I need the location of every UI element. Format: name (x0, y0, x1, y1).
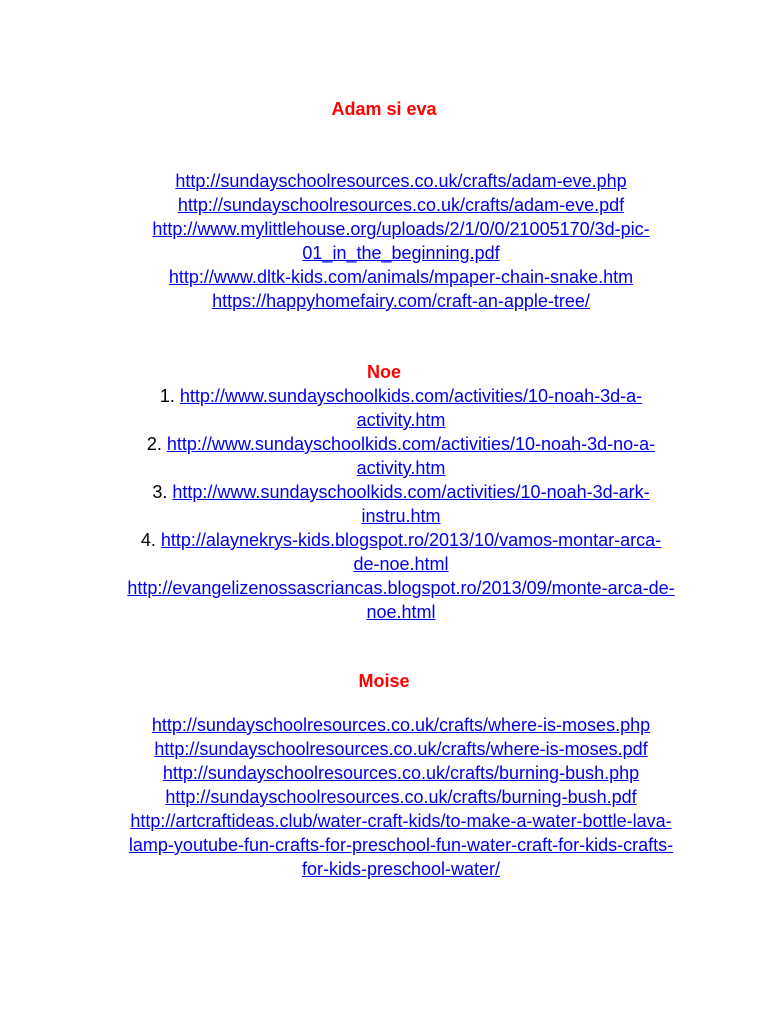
link-alaynekrys-part2[interactable]: de-noe.html (353, 554, 449, 574)
link-evangelize-part1[interactable]: http://evangelizenossascriancas.blogspot.ro/2013/09/monte-arca-de- (127, 578, 675, 598)
link-lava-lamp-part1[interactable]: http://artcraftideas.club/water-craft-kids/to-make-a-water-bottle-lava- (130, 811, 672, 831)
list-number: 3. (152, 482, 168, 502)
link-noah-3d-no-a-part2[interactable]: activity.htm (356, 458, 446, 478)
link-noah-3d-a-part1[interactable]: http://www.sundayschoolkids.com/activities/10-noah-3d-a- (179, 386, 643, 406)
list-item (90, 528, 712, 552)
link-burning-bush-pdf[interactable]: http://sundayschoolresources.co.uk/crafts/burning-bush.pdf (165, 787, 637, 807)
section-title-adam: Adam si eva (331, 99, 437, 119)
list-item (90, 384, 712, 408)
link-noah-3d-ark-part2[interactable]: instru.htm (361, 506, 441, 526)
moise-links (90, 713, 712, 881)
section-title-moise: Moise (358, 671, 410, 691)
link-lava-lamp-part3[interactable]: for-kids-preschool-water/ (301, 859, 501, 879)
link-evangelize-part2[interactable]: noe.html (366, 602, 436, 622)
link-burning-bush-php[interactable]: http://sundayschoolresources.co.uk/crafts/burning-bush.php (162, 763, 640, 783)
link-apple-tree[interactable]: https://happyhomefairy.com/craft-an-apple-tree/ (212, 291, 590, 311)
link-noah-3d-a-part2[interactable]: activity.htm (356, 410, 446, 430)
link-noah-3d-no-a-part1[interactable]: http://www.sundayschoolkids.com/activities/10-noah-3d-no-a- (166, 434, 656, 454)
noe-list (90, 384, 712, 624)
list-number: 4. (140, 530, 156, 550)
link-where-is-moses-pdf[interactable]: http://sundayschoolresources.co.uk/crafts/where-is-moses.pdf (154, 739, 648, 759)
link-lava-lamp-part2[interactable]: lamp-youtube-fun-crafts-for-preschool-fun-water-craft-for-kids-crafts- (128, 835, 674, 855)
link-where-is-moses-php[interactable]: http://sundayschoolresources.co.uk/crafts/where-is-moses.php (151, 715, 651, 735)
list-number: 2. (146, 434, 162, 454)
link-mylittlehouse-part2[interactable]: 01_in_the_beginning.pdf (302, 243, 500, 263)
list-item (90, 432, 712, 456)
link-noah-3d-ark-part1[interactable]: http://www.sundayschoolkids.com/activities/10-noah-3d-ark- (172, 482, 650, 502)
list-item (90, 480, 712, 504)
link-adam-eve-php[interactable]: http://sundayschoolresources.co.uk/crafts/adam-eve.php (175, 171, 627, 191)
list-number: 1. (159, 386, 175, 406)
link-alaynekrys-part1[interactable]: http://alaynekrys-kids.blogspot.ro/2013/10/vamos-montar-arca- (160, 530, 662, 550)
link-mylittlehouse-part1[interactable]: http://www.mylittlehouse.org/uploads/2/1/0/0/21005170/3d-pic- (152, 219, 650, 239)
section-title-noe: Noe (366, 362, 401, 382)
link-adam-eve-pdf[interactable]: http://sundayschoolresources.co.uk/crafts/adam-eve.pdf (177, 195, 625, 215)
link-dltk-snake[interactable]: http://www.dltk-kids.com/animals/mpaper-chain-snake.htm (168, 267, 634, 287)
adam-links (90, 169, 712, 313)
